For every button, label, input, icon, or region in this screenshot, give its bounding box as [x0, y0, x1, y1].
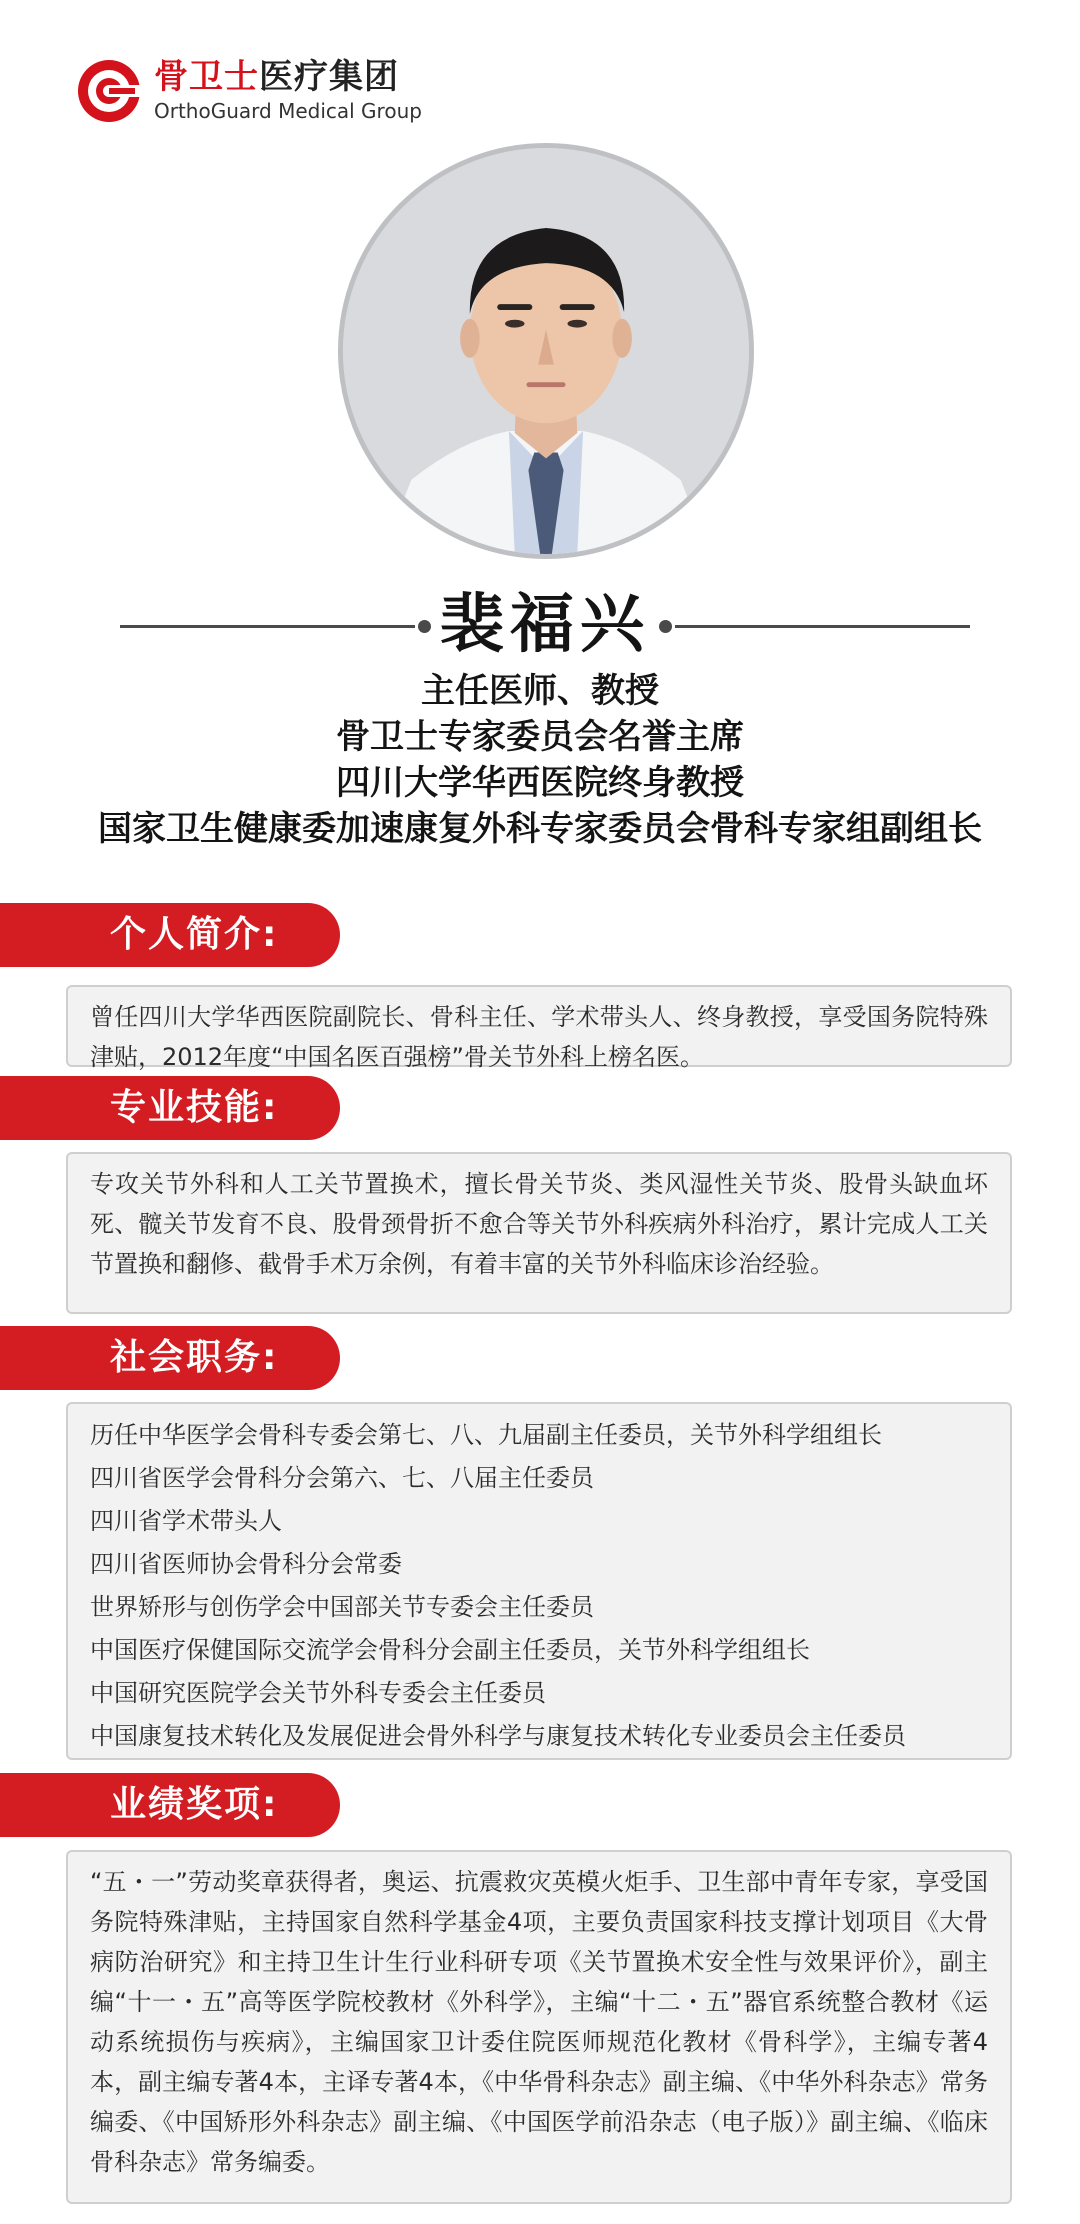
logo-mark-icon — [76, 58, 142, 124]
awards-text: “五・一”劳动奖章获得者，奥运、抗震救灾英模火炬手、卫生部中青年专家，享受国务院特殊津贴，主持国家自然科学基金4项，主要负责国家科技支撑计划项目《大骨病防治研究》和主持卫生计生行业科研专项《关节置换术安全性与效果评价》，副主编“十一・五”高等医学院校教材《外科学》，主编“十二・五”器官系统整合教材《运动系统损伤与疾病》，主编国家卫计委住院医师规范化教材《骨科学》，主编专著4本，副主编专著4本，主译专著4本，《中华骨科杂志》副主编、《中华外科杂志》常务编委、《中国矫形外科杂志》副主编、《中国医学前沿杂志（电子版）》副主编、《临床骨科杂志》常务编委。 — [90, 1868, 988, 2176]
awards-box — [66, 1850, 1012, 2204]
intro-box — [66, 985, 1012, 1071]
skills-box — [66, 1152, 1012, 1314]
title-line: 主任医师、教授 — [421, 671, 659, 711]
doctor-name: 裴福兴 — [440, 588, 650, 662]
list-item: 历任中华医学会骨科专委会第七、八、九届副主任委员，关节外科学组组长 — [90, 1421, 882, 1449]
section-heading-label: 业绩奖项: — [110, 1784, 279, 1825]
list-item: 中国医疗保健国际交流学会骨科分会副主任委员，关节外科学组组长 — [90, 1636, 810, 1664]
list-item: 世界矫形与创伤学会中国部关节专委会主任委员 — [90, 1593, 594, 1621]
list-item: 四川省医学会骨科分会第六、七、八届主任委员 — [90, 1464, 594, 1492]
title-line: 骨卫士专家委员会名誉主席 — [336, 717, 744, 757]
logo — [76, 56, 422, 126]
positions-box — [66, 1402, 1012, 1760]
intro-text: 曾任四川大学华西医院副院长、骨科主任、学术带头人、终身教授，享受国务院特殊津贴，2012年度“中国名医百强榜”骨关节外科上榜名医。 — [90, 1003, 988, 1071]
section-heading-skills — [0, 1076, 340, 1140]
logo-brand: 骨卫士 — [154, 57, 259, 97]
list-item: 中国康复技术转化及发展促进会骨外科学与康复技术转化专业委员会主任委员 — [90, 1722, 906, 1750]
positions-list — [90, 1414, 988, 1758]
portrait-illustration — [343, 148, 749, 554]
section-heading-positions — [0, 1326, 340, 1390]
logo-rest: 医疗集团 — [259, 57, 399, 97]
divider-right — [675, 625, 970, 628]
list-item: 四川省学术带头人 — [90, 1507, 282, 1535]
title-line: 四川大学华西医院终身教授 — [336, 763, 744, 803]
skills-text: 专攻关节外科和人工关节置换术，擅长骨关节炎、类风湿性关节炎、股骨头缺血坏死、髋关节发育不良、股骨颈骨折不愈合等关节外科疾病外科治疗，累计完成人工关节置换和翻修、截骨手术万余例，有着丰富的关节外科临床诊治经验。 — [90, 1170, 988, 1278]
divider-dot-right — [659, 620, 672, 633]
doctor-titles — [40, 668, 1040, 852]
name-row — [110, 585, 980, 665]
logo-name-cn — [154, 58, 422, 96]
list-item: 中国研究医院学会关节外科专委会主任委员 — [90, 1679, 546, 1707]
section-heading-label: 专业技能: — [110, 1087, 279, 1128]
section-heading-label: 个人简介: — [110, 914, 279, 955]
doctor-portrait — [338, 143, 754, 559]
logo-name-en: OrthoGuard Medical Group — [154, 99, 422, 123]
section-heading-awards — [0, 1773, 340, 1837]
list-item: 四川省医师协会骨科分会常委 — [90, 1550, 402, 1578]
section-heading-label: 社会职务: — [110, 1337, 279, 1378]
title-line: 国家卫生健康委加速康复外科专家委员会骨科专家组副组长 — [98, 809, 982, 849]
section-heading-intro — [0, 903, 340, 967]
